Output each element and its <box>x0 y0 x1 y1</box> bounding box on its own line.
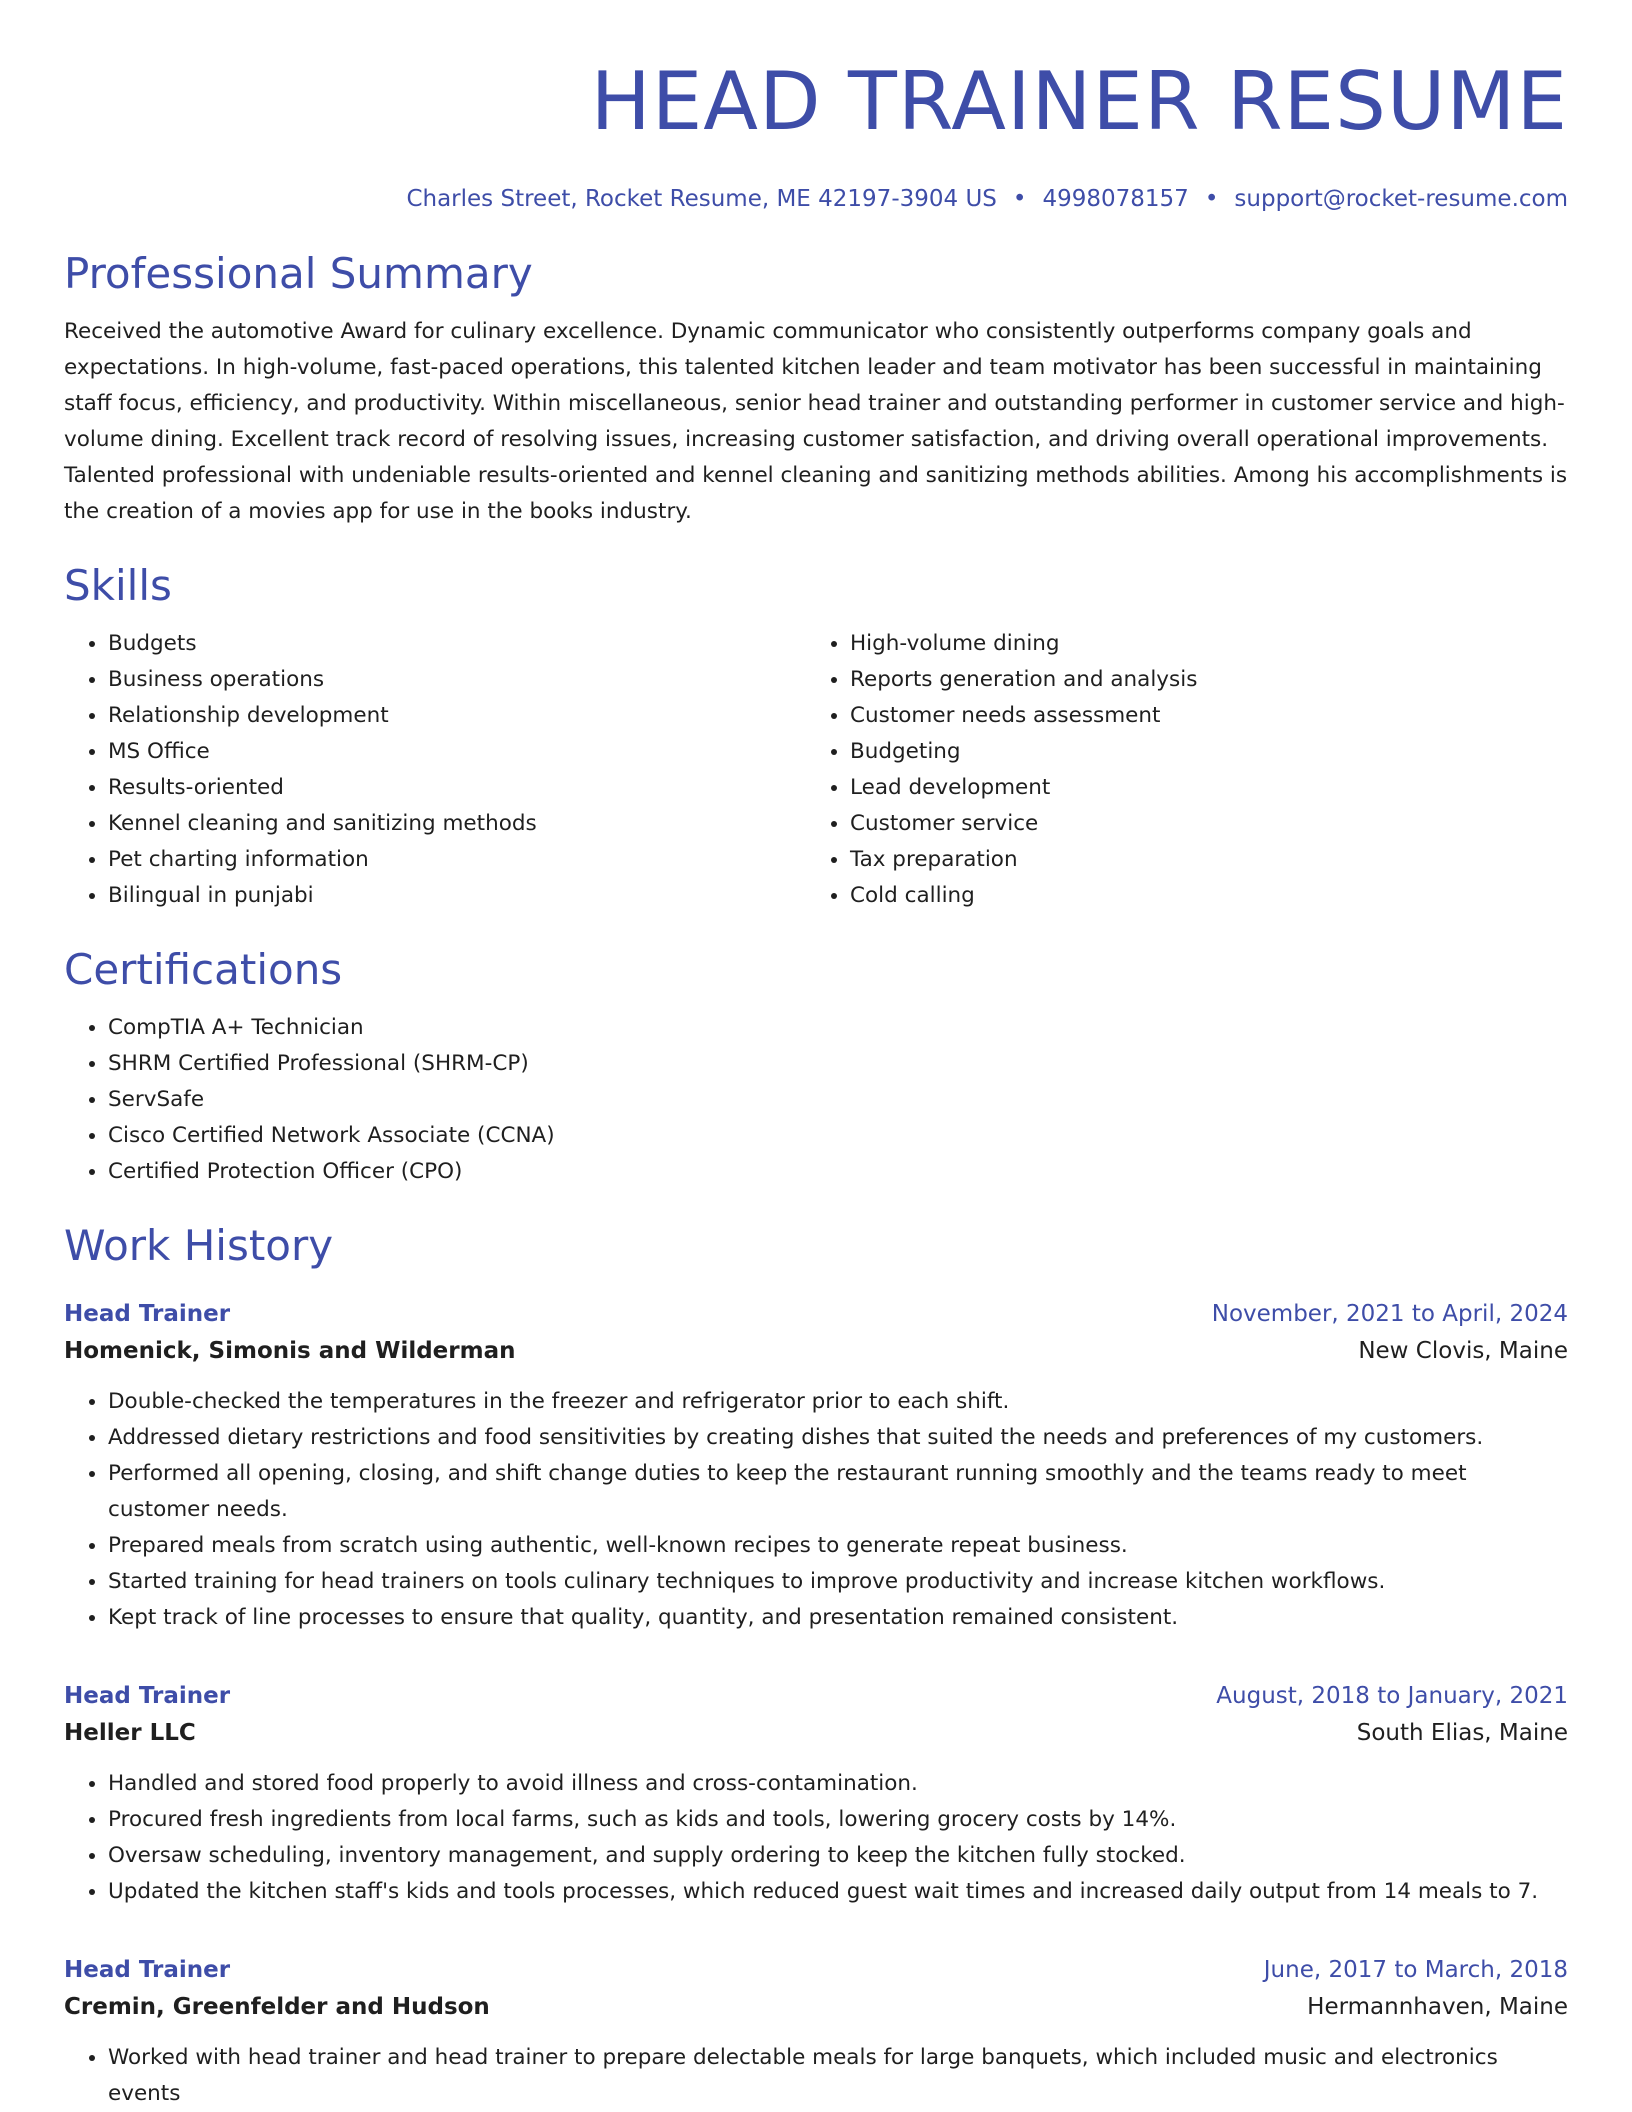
skills-heading: Skills <box>64 561 172 610</box>
skill-item: • Business operations <box>108 662 806 698</box>
job-company-row <box>64 1332 1568 1370</box>
skill-item: • MS Office <box>108 734 806 770</box>
certification-item: • SHRM Certified Professional (SHRM-CP) <box>108 1046 1568 1082</box>
job-dates: June, 2017 to March, 2018 <box>1263 1957 1568 1983</box>
contact-address: Charles Street, Rocket Resume, ME 42197-3904 US <box>406 186 997 212</box>
certifications-heading: Certifications <box>64 945 343 994</box>
job-dates: November, 2021 to April, 2024 <box>1211 1301 1568 1327</box>
contact-line <box>64 182 1568 216</box>
contact-phone[interactable]: 4998078157 <box>1042 186 1189 212</box>
certification-item: • ServSafe <box>108 1082 1568 1118</box>
skill-item: • Cold calling <box>850 878 1548 914</box>
job-title-row <box>64 1678 1568 1714</box>
job-company: Homenick, Simonis and Wilderman <box>64 1338 516 1364</box>
job-bullet: • Procured fresh ingredients from local farms, such as kids and tools, lowering grocery costs by 14%. <box>108 1802 1568 1838</box>
skill-item: • Results-oriented <box>108 770 806 806</box>
job-bullet: • Performed all opening, closing, and shift change duties to keep the restaurant running smoothly and the teams ready to meet customer needs. <box>108 1456 1568 1528</box>
job-title: Head Trainer <box>64 1683 231 1709</box>
job-bullets <box>64 1766 1568 1910</box>
skills-grid <box>64 626 1568 914</box>
job-bullet: • Started training for head trainers on tools culinary techniques to improve productivity and increase kitchen workflows. <box>108 1564 1568 1600</box>
job-title: Head Trainer <box>64 1957 231 1983</box>
job-entry <box>64 1952 1568 2112</box>
contact-separator: • <box>1012 186 1027 212</box>
certification-item: • Cisco Certified Network Associate (CCNA) <box>108 1118 1568 1154</box>
resume-header <box>64 0 1568 216</box>
skill-item: • High-volume dining <box>850 626 1548 662</box>
contact-separator: • <box>1204 186 1219 212</box>
job-bullet: • Oversaw scheduling, inventory management, and supply ordering to keep the kitchen fully stocked. <box>108 1838 1568 1874</box>
job-location: South Elias, Maine <box>1356 1720 1568 1746</box>
skills-column-right <box>806 626 1548 914</box>
job-location: New Clovis, Maine <box>1358 1338 1568 1364</box>
skills-column-left <box>64 626 806 914</box>
skill-item: • Tax preparation <box>850 842 1548 878</box>
job-bullets <box>64 2040 1568 2112</box>
job-bullet: • Addressed dietary restrictions and food sensitivities by creating dishes that suited the needs and preferences of my customers. <box>108 1420 1568 1456</box>
job-company: Heller LLC <box>64 1720 196 1746</box>
job-bullet: • Double-checked the temperatures in the freezer and refrigerator prior to each shift. <box>108 1384 1568 1420</box>
job-bullets <box>64 1384 1568 1636</box>
certifications-list <box>64 1010 1568 1190</box>
skill-item: • Reports generation and analysis <box>850 662 1548 698</box>
skill-item: • Bilingual in punjabi <box>108 878 806 914</box>
job-title-row <box>64 1296 1568 1332</box>
job-entry <box>64 1678 1568 1910</box>
job-title: Head Trainer <box>64 1301 231 1327</box>
skill-item: • Budgeting <box>850 734 1548 770</box>
job-dates: August, 2018 to January, 2021 <box>1216 1683 1568 1709</box>
certification-item: • CompTIA A+ Technician <box>108 1010 1568 1046</box>
skill-item: • Lead development <box>850 770 1548 806</box>
job-bullet: • Kept track of line processes to ensure that quality, quantity, and presentation remained consistent. <box>108 1600 1568 1636</box>
certification-item: • Certified Protection Officer (CPO) <box>108 1154 1568 1190</box>
skills-list-left <box>64 626 806 914</box>
job-bullet: • Updated the kitchen staff's kids and tools processes, which reduced guest wait times and increased daily output from 14 meals to 7. <box>108 1874 1568 1910</box>
job-company: Cremin, Greenfelder and Hudson <box>64 1994 490 2020</box>
job-bullet: • Worked with head trainer and head trainer to prepare delectable meals for large banquets, which included music and electronics events <box>108 2040 1568 2112</box>
skill-item: • Budgets <box>108 626 806 662</box>
skills-list-right <box>806 626 1548 914</box>
job-company-row <box>64 1988 1568 2026</box>
summary-heading: Professional Summary <box>64 249 533 298</box>
job-title-row <box>64 1952 1568 1988</box>
job-bullet: • Handled and stored food properly to avoid illness and cross-contamination. <box>108 1766 1568 1802</box>
job-bullet: • Prepared meals from scratch using authentic, well-known recipes to generate repeat business. <box>108 1528 1568 1564</box>
skill-item: • Pet charting information <box>108 842 806 878</box>
job-location: Hermannhaven, Maine <box>1307 1994 1568 2020</box>
job-entry <box>64 1296 1568 1636</box>
skill-item: • Customer needs assessment <box>850 698 1548 734</box>
resume-title: HEAD TRAINER RESUME <box>590 55 1568 148</box>
skill-item: • Customer service <box>850 806 1548 842</box>
skill-item: • Kennel cleaning and sanitizing methods <box>108 806 806 842</box>
summary-text: Received the automotive Award for culinary excellence. Dynamic communicator who consistently outperforms company goals and expectations. In high-volume, fast-paced operations, this talented kitchen leader and team motivator has been successful in maintaining staff focus, efficiency, and productivity. Within miscellaneous, senior head trainer and outstanding performer in customer service and high-volume dining. Excellent track record of resolving issues, increasing customer satisfaction, and driving overall operational improvements. Talented professional with undeniable results-oriented and kennel cleaning and sanitizing methods abilities. Among his accomplishments is the creation of a movies app for use in the books industry. <box>64 319 1568 524</box>
contact-email[interactable]: support@rocket-resume.com <box>1234 186 1568 212</box>
skill-item: • Relationship development <box>108 698 806 734</box>
work-history-heading: Work History <box>64 1221 334 1270</box>
job-company-row <box>64 1714 1568 1752</box>
